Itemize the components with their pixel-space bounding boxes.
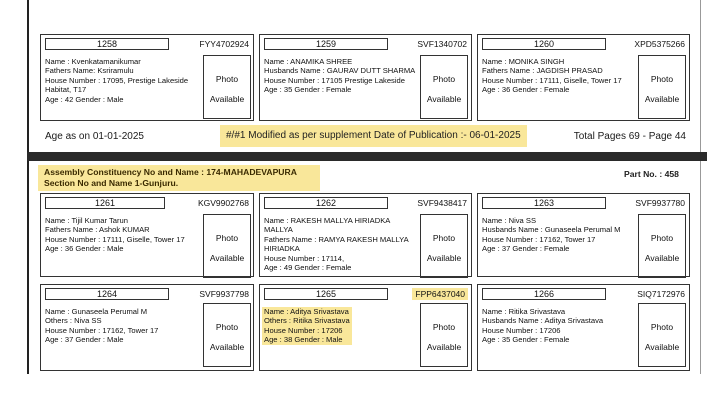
voter-card <box>40 34 254 121</box>
photo-box: Photo Available <box>638 303 686 367</box>
epic-number: FPP6437040 <box>412 288 468 300</box>
epic-number: XPD5375266 <box>634 39 685 49</box>
voter-details: Name : Tijil Kumar Tarun Fathers Name : Ashok KUMAR House Number : 17111, Giselle, Tower 17 Age : 36 Gender : Male <box>45 216 185 254</box>
voter-card <box>259 193 472 277</box>
voter-details: Name : Ritika Srivastava Husbands Name : Aditya Srivastava House Number : 17206 Age : 35 Gender : Female <box>482 307 604 345</box>
part-number: Part No. : 458 <box>624 169 679 179</box>
photo-box: Photo Available <box>203 214 251 278</box>
voter-card <box>40 284 254 371</box>
photo-box: Photo Available <box>420 214 468 278</box>
voter-card <box>40 193 254 277</box>
page-divider <box>27 152 707 161</box>
page-right-rule <box>700 0 701 374</box>
section-header <box>44 167 297 189</box>
voter-details: Name : Gunaseela Perumal M Others : Niva SS House Number : 17162, Tower 17 Age : 37 Gender : Male <box>45 307 159 345</box>
epic-number: KGV9902768 <box>197 198 249 208</box>
voter-details: Name : Kvenkatamanikumar Fathers Name: Ksriramulu House Number : 17095, Prestige Lakeside Habitat, T17 Age : 42 Gender : Male <box>45 57 189 104</box>
serial-number: 1259 <box>264 38 388 50</box>
serial-number: 1262 <box>264 197 388 209</box>
voter-card <box>259 284 472 371</box>
voter-details: Name : Niva SS Husbands Name : Gunaseela Perumal M House Number : 17162, Tower 17 Age : 37 Gender : Female <box>482 216 621 254</box>
photo-box: Photo Available <box>203 55 251 119</box>
photo-box: Photo Available <box>638 55 686 119</box>
voter-card <box>477 284 690 371</box>
photo-box: Photo Available <box>420 55 468 119</box>
assembly-constituency: Assembly Constituency No and Name : 174-MAHADEVAPURA <box>44 167 297 177</box>
page-footer <box>45 125 690 147</box>
epic-number: SVF9937780 <box>635 198 685 208</box>
serial-number: 1266 <box>482 288 606 300</box>
total-pages: Total Pages 69 - Page 44 <box>573 131 686 142</box>
serial-number: 1265 <box>264 288 388 300</box>
section-name: Section No and Name 1-Gunjuru. <box>44 178 179 188</box>
voter-details: Name : RAKESH MALLYA HIRIADKA MALLYA Fathers Name : RAMYA RAKESH MALLYA HIRIADKA House Number : 17114, Age : 49 Gender : Female <box>264 216 409 273</box>
voter-card <box>259 34 472 121</box>
photo-box: Photo Available <box>420 303 468 367</box>
photo-box: Photo Available <box>203 303 251 367</box>
epic-number: SVF9937798 <box>199 289 249 299</box>
photo-box: Photo Available <box>638 214 686 278</box>
serial-number: 1264 <box>45 288 169 300</box>
voter-card <box>477 34 690 121</box>
age-as-on: Age as on 01-01-2025 <box>45 131 144 142</box>
voter-details: Name : MONIKA SINGH Fathers Name : JAGDISH PRASAD House Number : 17111, Giselle, Tower 17 Age : 36 Gender : Female <box>482 57 622 95</box>
voter-details: Name : Aditya Srivastava Others : Ritika Srivastava House Number : 17206 Age : 38 Gender : Male <box>264 307 350 345</box>
voter-details: Name : ANAMIKA SHREE Husbands Name : GAURAV DUTT SHARMA House Number : 17105 Prestige Lakeside Age : 35 Gender : Female <box>264 57 416 95</box>
serial-number: 1261 <box>45 197 165 209</box>
modification-note: #/#1 Modified as per supplement Date of Publication :- 06-01-2025 <box>220 125 527 147</box>
page-left-rule <box>27 0 29 374</box>
epic-number: FYY4702924 <box>199 39 249 49</box>
epic-number: SVF9438417 <box>417 198 467 208</box>
epic-number: SVF1340702 <box>417 39 467 49</box>
serial-number: 1260 <box>482 38 606 50</box>
epic-number: SIQ7172976 <box>637 289 685 299</box>
serial-number: 1263 <box>482 197 606 209</box>
serial-number: 1258 <box>45 38 169 50</box>
voter-card <box>477 193 690 277</box>
